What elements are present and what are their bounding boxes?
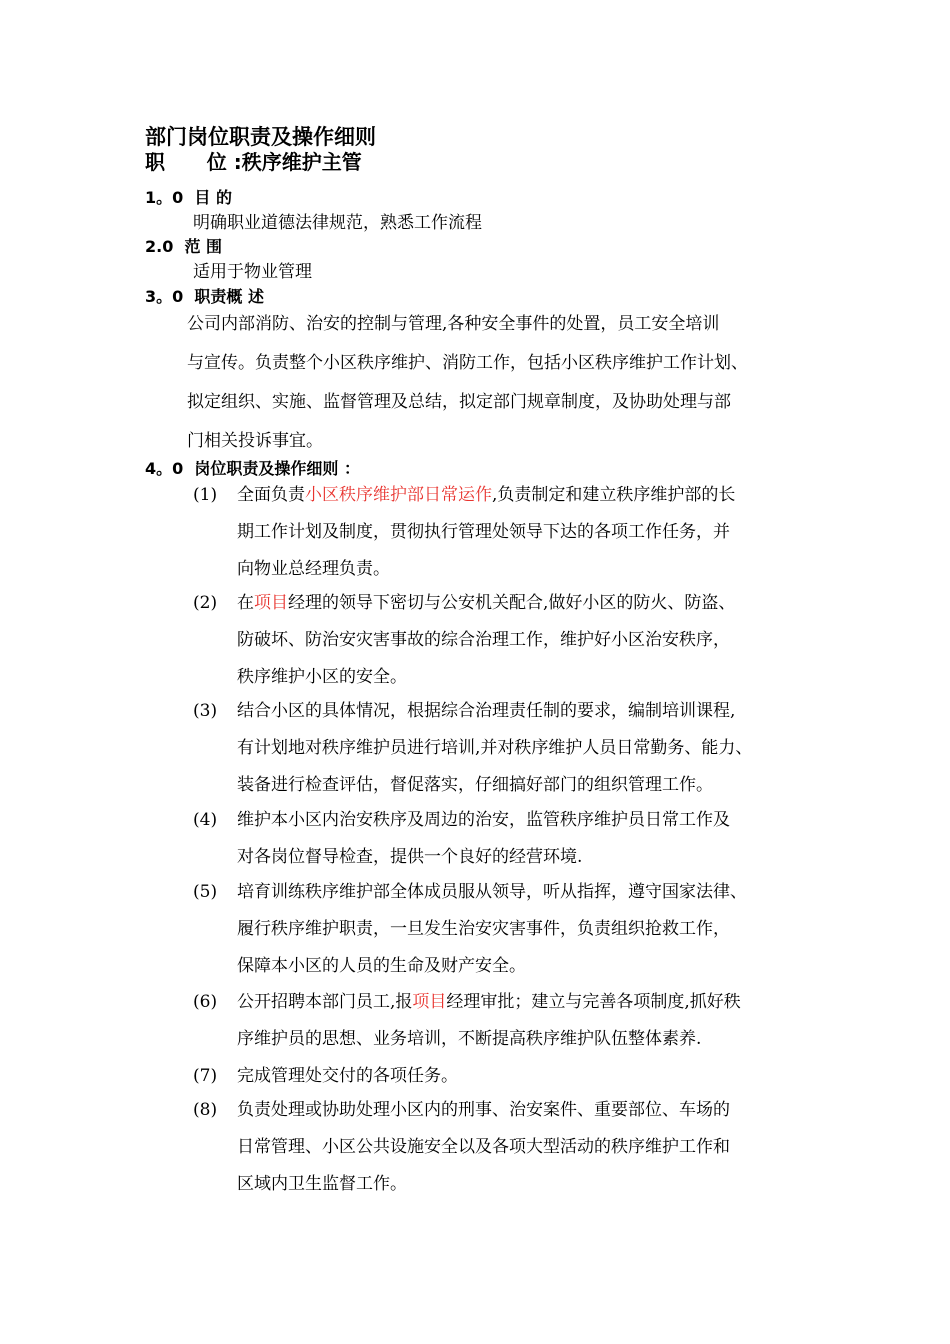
section-1-body: 明确职业道德法律规范，熟悉工作流程: [193, 213, 482, 233]
item-text: [237, 693, 752, 804]
item-line: 向物业总经理负责。: [237, 559, 390, 579]
item-line: 结合小区的具体情况，根据综合治理责任制的要求，编制培训课程,: [237, 701, 736, 721]
section-3-body: [187, 305, 827, 461]
document-title: 部门岗位职责及操作细则: [145, 125, 376, 149]
item-text: [237, 984, 741, 1058]
section-1-heading: 1。0 目 的: [145, 188, 232, 207]
highlighted-text: 小区秩序维护部日常运作: [305, 485, 492, 505]
item-line: 秩序维护小区的安全。: [237, 667, 407, 687]
section-3-heading: 3。0 职责概 述: [145, 287, 264, 306]
item-line: [237, 984, 741, 1021]
section-2-heading: 2.0 范 围: [145, 237, 223, 256]
item-line: 期工作计划及制度，贯彻执行管理处领导下达的各项工作任务，并: [237, 522, 730, 542]
item-line: 履行秩序维护职责，一旦发生治安灾害事件，负责组织抢救工作，: [237, 919, 730, 939]
item-text: [237, 1058, 458, 1095]
section-3-line: 与宣传。负责整个小区秩序维护、消防工作，包括小区秩序维护工作计划、: [187, 353, 748, 373]
item-text: [237, 1092, 730, 1203]
item-line-part: 公开招聘本部门员工,报: [237, 992, 413, 1012]
item-line: 对各岗位督导检查，提供一个良好的经营环境.: [237, 847, 583, 867]
item-text: [237, 802, 730, 876]
item-line: [237, 477, 735, 514]
item-text: [237, 477, 735, 588]
item-line: 培育训练秩序维护部全体成员服从领导，听从指挥，遵守国家法律、: [237, 882, 747, 902]
item-line: 防破坏、防治安灾害事故的综合治理工作，维护好小区治安秩序，: [237, 630, 730, 650]
item-line-part: ,负责制定和建立秩序维护部的长: [492, 485, 736, 505]
section-2-body: 适用于物业管理: [193, 262, 312, 282]
item-number: (5): [193, 882, 218, 902]
item-line: 完成管理处交付的各项任务。: [237, 1066, 458, 1086]
section-3-line: 公司内部消防、治安的控制与管理,各种安全事件的处置，员工安全培训: [187, 314, 720, 334]
section-3-line: 门相关投诉事宜。: [187, 431, 323, 451]
section-3-line: 拟定组织、实施、监督管理及总结，拟定部门规章制度，及协助处理与部: [187, 392, 731, 412]
item-number: (7): [193, 1066, 218, 1086]
item-line: 日常管理、小区公共设施安全以及各项大型活动的秩序维护工作和: [237, 1137, 730, 1157]
item-line: 有计划地对秩序维护员进行培训,并对秩序维护人员日常勤务、能力、: [237, 738, 753, 758]
item-line-part: 全面负责: [237, 485, 305, 505]
item-number: (4): [193, 810, 218, 830]
item-number: (8): [193, 1100, 218, 1120]
section-4-heading: 4。0 岗位职责及操作细则 ：: [145, 459, 360, 478]
item-number: (3): [193, 701, 218, 721]
item-line: [237, 585, 735, 622]
item-number: (2): [193, 593, 218, 613]
position-line: 职 位 :秩序维护主管: [145, 150, 362, 174]
item-line-part: 经理的领导下密切与公安机关配合,做好小区的防火、防盗、: [288, 593, 736, 613]
item-text: [237, 874, 747, 985]
item-line-part: 在: [237, 593, 254, 613]
item-number: (1): [193, 485, 218, 505]
item-line: 序维护员的思想、业务培训，不断提高秩序维护队伍整体素养.: [237, 1029, 702, 1049]
item-line: 负责处理或协助处理小区内的刑事、治安案件、重要部位、车场的: [237, 1100, 730, 1120]
item-line: 区域内卫生监督工作。: [237, 1174, 407, 1194]
item-line: 保障本小区的人员的生命及财产安全。: [237, 956, 526, 976]
item-line-part: 经理审批；建立与完善各项制度,抓好秩: [446, 992, 741, 1012]
highlighted-text: 项目: [412, 992, 447, 1012]
item-text: [237, 585, 735, 696]
highlighted-text: 项目: [254, 593, 288, 613]
item-line: 装备进行检查评估，督促落实，仔细搞好部门的组织管理工作。: [237, 775, 713, 795]
item-number: (6): [193, 992, 218, 1012]
item-line: 维护本小区内治安秩序及周边的治安，监管秩序维护员日常工作及: [237, 810, 730, 830]
